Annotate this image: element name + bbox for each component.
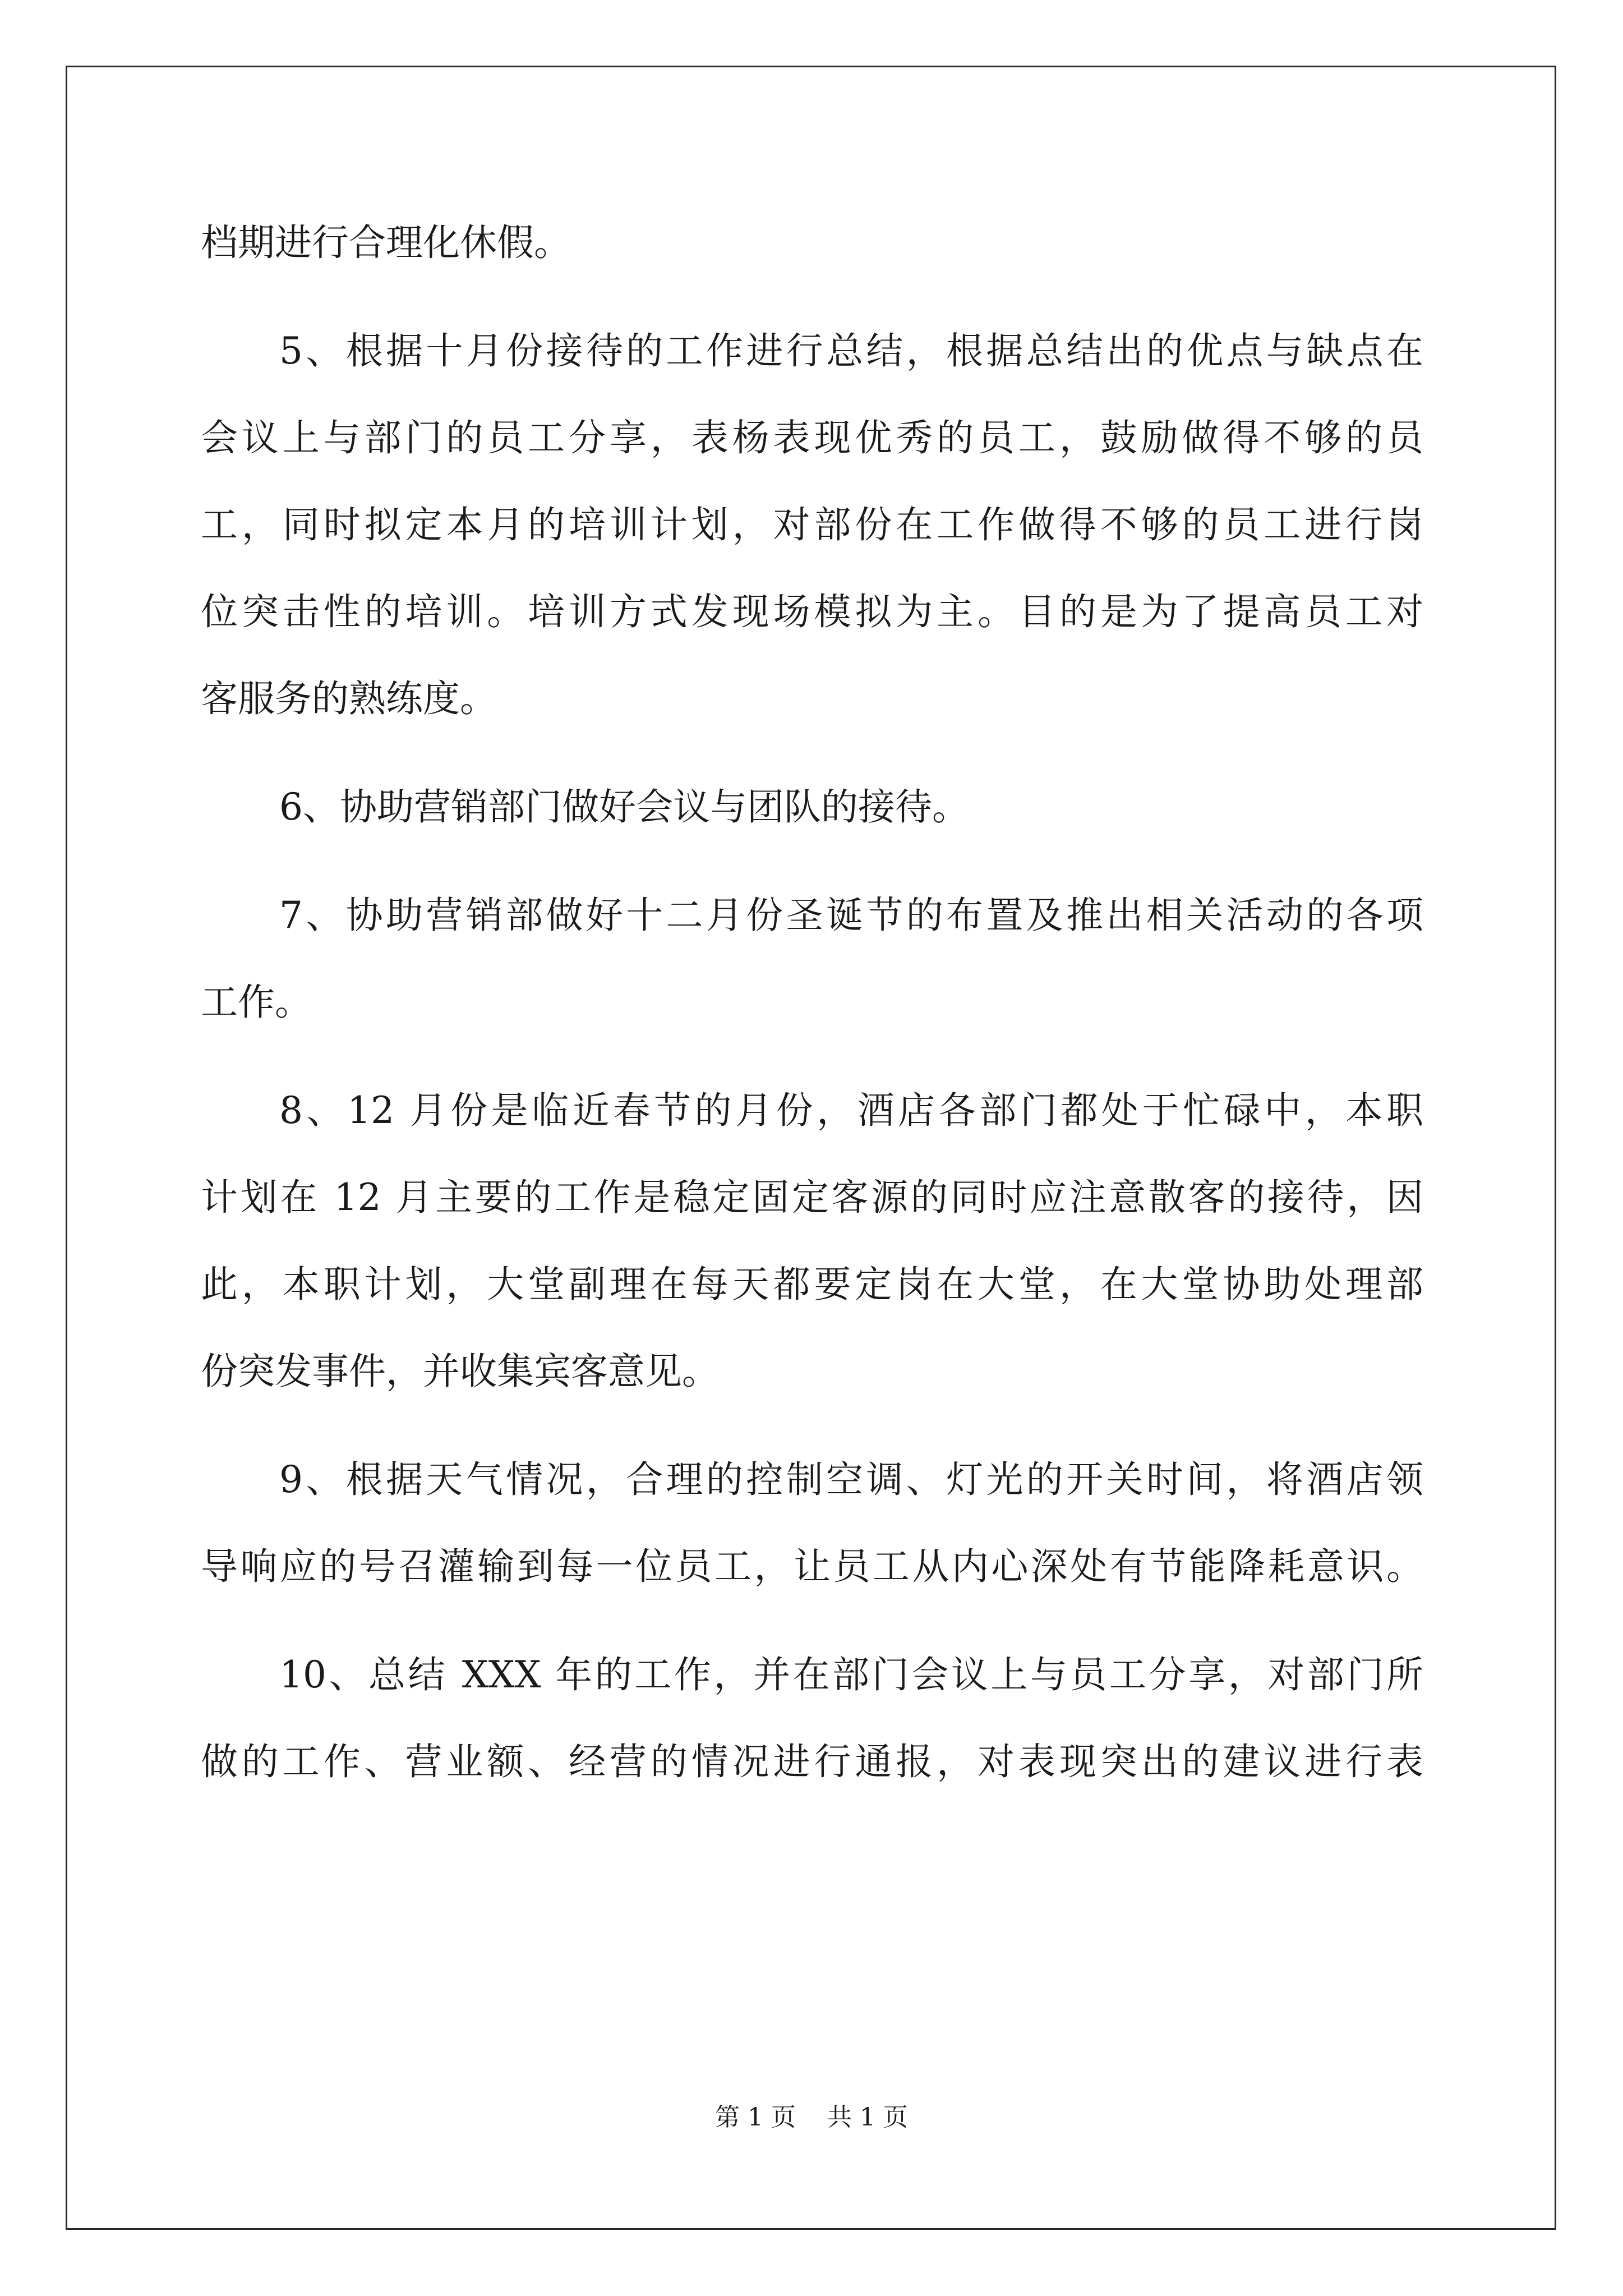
page-number-footer: 第 1 页 共 1 页 bbox=[715, 2103, 908, 2132]
text-line: 9、根据天气情况，合理的控制空调、灯光的开关时间，将酒店领 bbox=[279, 1458, 1423, 1501]
paragraph-gap bbox=[201, 850, 1423, 872]
paragraph-gap bbox=[201, 1415, 1423, 1436]
text-line: 5、根据十月份接待的工作进行总结，根据总结出的优点与缺点在 bbox=[279, 329, 1423, 372]
text-line: 会议上与部门的员工分享，表杨表现优秀的员工，鼓励做得不够的员 bbox=[201, 416, 1423, 459]
text-line: 工作。 bbox=[201, 981, 312, 1024]
paragraph-gap bbox=[201, 286, 1423, 307]
text-line: 此，本职计划，大堂副理在每天都要定岗在大堂，在大堂协助处理部 bbox=[201, 1263, 1423, 1306]
text-line: 计划在 12 月主要的工作是稳定固定客源的同时应注意散客的接待，因 bbox=[201, 1176, 1423, 1219]
text-line: 工，同时拟定本月的培训计划，对部份在工作做得不够的员工进行岗 bbox=[201, 503, 1423, 546]
paragraph-gap bbox=[201, 1610, 1423, 1631]
text-line: 8、12 月份是临近春节的月份，酒店各部门都处于忙碌中，本职 bbox=[279, 1089, 1423, 1132]
text-line: 6、协助营销部门做好会议与团队的接待。 bbox=[279, 785, 969, 829]
paragraph-gap bbox=[201, 742, 1423, 763]
text-line: 客服务的熟练度。 bbox=[201, 677, 497, 720]
text-line: 7、协助营销部做好十二月份圣诞节的布置及推出相关活动的各项 bbox=[279, 894, 1423, 937]
document-body bbox=[201, 199, 1423, 1805]
text-line: 档期进行合理化休假。 bbox=[201, 221, 571, 264]
text-line: 导响应的号召灌输到每一位员工，让员工从内心深处有节能降耗意识。 bbox=[201, 1545, 1423, 1588]
text-line: 做的工作、营业额、经营的情况进行通报，对表现突出的建议进行表 bbox=[201, 1740, 1423, 1783]
paragraph-gap bbox=[201, 1046, 1423, 1067]
text-line: 10、总结 XXX 年的工作，并在部门会议上与员工分享，对部门所 bbox=[279, 1653, 1423, 1696]
text-line: 份突发事件，并收集宾客意见。 bbox=[201, 1350, 719, 1393]
text-line: 位突击性的培训。培训方式发现场模拟为主。目的是为了提高员工对 bbox=[201, 590, 1423, 633]
